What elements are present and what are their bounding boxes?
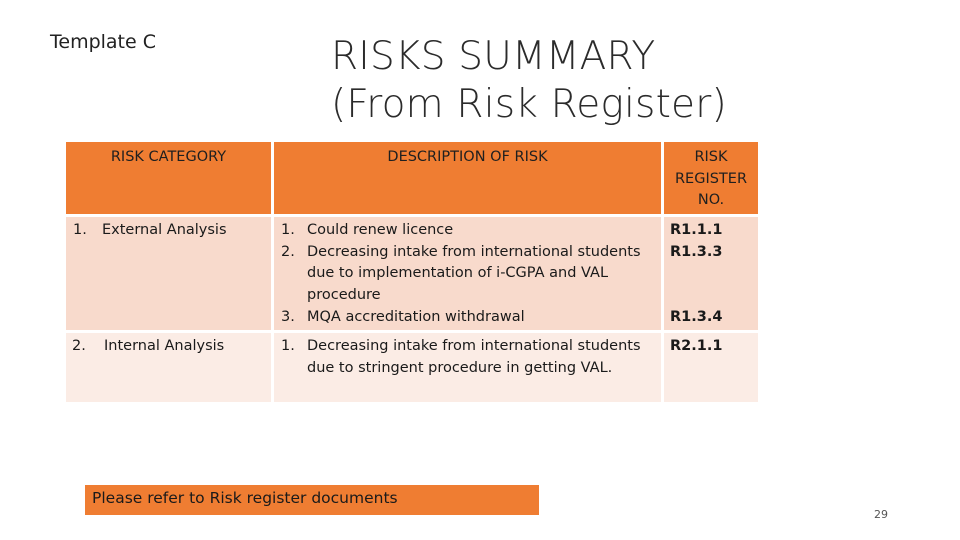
list-item-number: 2. [281,243,295,260]
header-register-line-1: RISK [694,149,728,165]
row-1-category-number: 1. [73,222,87,238]
list-item-number: 3. [281,308,295,325]
row-1-description-cell [274,217,661,330]
list-item-number: 1. [281,222,295,238]
header-description: DESCRIPTION OF RISK [274,142,661,214]
note-box: Please refer to Risk register documents [85,485,539,515]
list-item-text: Decreasing intake from international students [307,243,641,260]
list-item-number: 1. [281,338,295,354]
list-item [274,307,661,329]
register-number: R2.1.1 [670,338,723,354]
header-register-line-2: REGISTER [674,170,748,187]
row-1-category-cell [66,217,271,330]
list-item-text: MQA accreditation withdrawal [307,308,525,325]
list-item [274,242,661,307]
title-line-1: RISKS SUMMARY [331,34,656,79]
row-1-category: External Analysis [102,222,227,238]
row-2-description-cell [274,333,661,402]
list-item-text: procedure [307,287,381,304]
row-2-category-cell [66,333,271,402]
header-register-line-3: NO. [697,192,725,209]
list-item [274,336,661,379]
row-2-register-cell [664,333,758,402]
slide-title [331,33,727,129]
risk-summary-table [66,142,758,402]
list-item [274,220,661,242]
list-item-text: Decreasing intake from international students [307,338,641,354]
list-item-text: Could renew licence [307,222,454,238]
row-2-category: Internal Analysis [104,338,225,354]
register-number: R1.3.4 [670,309,723,325]
page-number: 29 [874,508,888,521]
row-2-description-list [274,336,661,379]
title-line-2: (From Risk Register) [331,82,727,127]
row-1-description-list [274,220,661,329]
template-label: Template C [50,31,157,53]
row-1-register-cell [664,217,758,330]
list-item-text: due to implementation of i-CGPA and VAL [307,265,609,282]
register-number: R1.3.3 [670,244,723,260]
list-item-text: due to stringent procedure in getting VAL. [307,359,613,376]
register-number: R1.1.1 [670,222,723,238]
header-register-no [664,142,758,214]
row-2-category-number: 2. [72,338,86,354]
header-risk-category: RISK CATEGORY [66,142,271,214]
